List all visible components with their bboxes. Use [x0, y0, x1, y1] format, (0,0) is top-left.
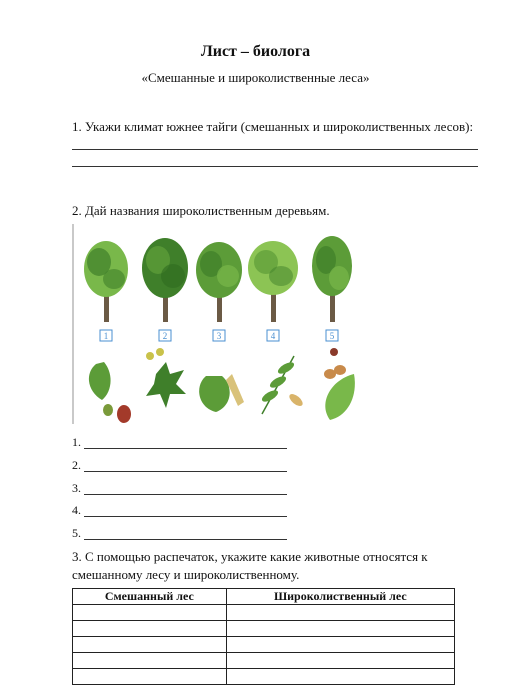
- oak-leaf-icon: [89, 362, 131, 423]
- table-cell[interactable]: [226, 621, 454, 637]
- table-cell[interactable]: [226, 669, 454, 685]
- task-1-answer-line-1[interactable]: [72, 149, 478, 150]
- tree-1-icon: [84, 241, 128, 341]
- table-cell[interactable]: [226, 605, 454, 621]
- table-cell[interactable]: [73, 621, 227, 637]
- column-header-broadleaf-forest: Широколиственный лес: [226, 589, 454, 605]
- tree-3-icon: [196, 242, 242, 341]
- answer-row-2: [72, 458, 84, 474]
- maple-leaf-icon: [146, 348, 186, 408]
- answer-number: 4.: [72, 503, 81, 517]
- table-cell[interactable]: [226, 637, 454, 653]
- table-cell[interactable]: [73, 637, 227, 653]
- table-cell[interactable]: [73, 653, 227, 669]
- table-row: [73, 653, 455, 669]
- linden-leaf-icon: [199, 374, 244, 412]
- table-cell[interactable]: [73, 669, 227, 685]
- table-row: [73, 637, 455, 653]
- column-header-mixed-forest: Смешанный лес: [73, 589, 227, 605]
- forest-animals-table: [72, 588, 455, 685]
- answer-number: 2.: [72, 458, 81, 472]
- elm-leaf-icon: [324, 348, 355, 420]
- task-1-answer-line-2[interactable]: [72, 166, 478, 167]
- answer-line[interactable]: [84, 516, 287, 517]
- tree-label-5: 5: [329, 331, 335, 341]
- task-3-text-line-1: 3. С помощью распечаток, укажите какие животные относятся к: [72, 549, 428, 564]
- answer-number: 1.: [72, 435, 81, 449]
- answer-line[interactable]: [84, 448, 287, 449]
- answer-number: 3.: [72, 481, 81, 495]
- tree-label-1: 1: [103, 331, 109, 341]
- table-cell[interactable]: [73, 605, 227, 621]
- table-cell[interactable]: [226, 653, 454, 669]
- task-2-text: 2. Дай названия широколиственным деревьям.: [72, 203, 330, 218]
- tree-label-2: 2: [162, 331, 168, 341]
- worksheet-title: Лист – биолога: [200, 43, 311, 60]
- tree-4-icon: [248, 241, 298, 341]
- table-header-row: [73, 589, 455, 605]
- answer-row-5: [72, 526, 84, 542]
- answer-number: 5.: [72, 526, 81, 540]
- trees-illustration: [72, 224, 368, 424]
- table-row: [73, 605, 455, 621]
- answer-line[interactable]: [84, 494, 287, 495]
- table-row: [73, 621, 455, 637]
- tree-label-3: 3: [216, 331, 222, 341]
- answer-row-3: [72, 481, 84, 497]
- trees-and-leaves-icon: [74, 224, 368, 424]
- tree-5-icon: [312, 236, 352, 341]
- task-3-text-line-2: смешанному лесу и широколиственному.: [72, 567, 300, 582]
- answer-line[interactable]: [84, 539, 287, 540]
- tree-2-icon: [142, 238, 188, 341]
- task-1-text: 1. Укажи климат южнее тайги (смешанных и широколиственных лесов):: [72, 119, 474, 134]
- answer-line[interactable]: [84, 471, 287, 472]
- answer-row-1: [72, 435, 84, 451]
- tree-label-4: 4: [270, 331, 276, 341]
- table-row: [73, 669, 455, 685]
- answer-row-4: [72, 503, 84, 519]
- worksheet-subtitle: «Смешанные и широколиственные леса»: [141, 70, 370, 85]
- ash-leaf-icon: [260, 356, 304, 414]
